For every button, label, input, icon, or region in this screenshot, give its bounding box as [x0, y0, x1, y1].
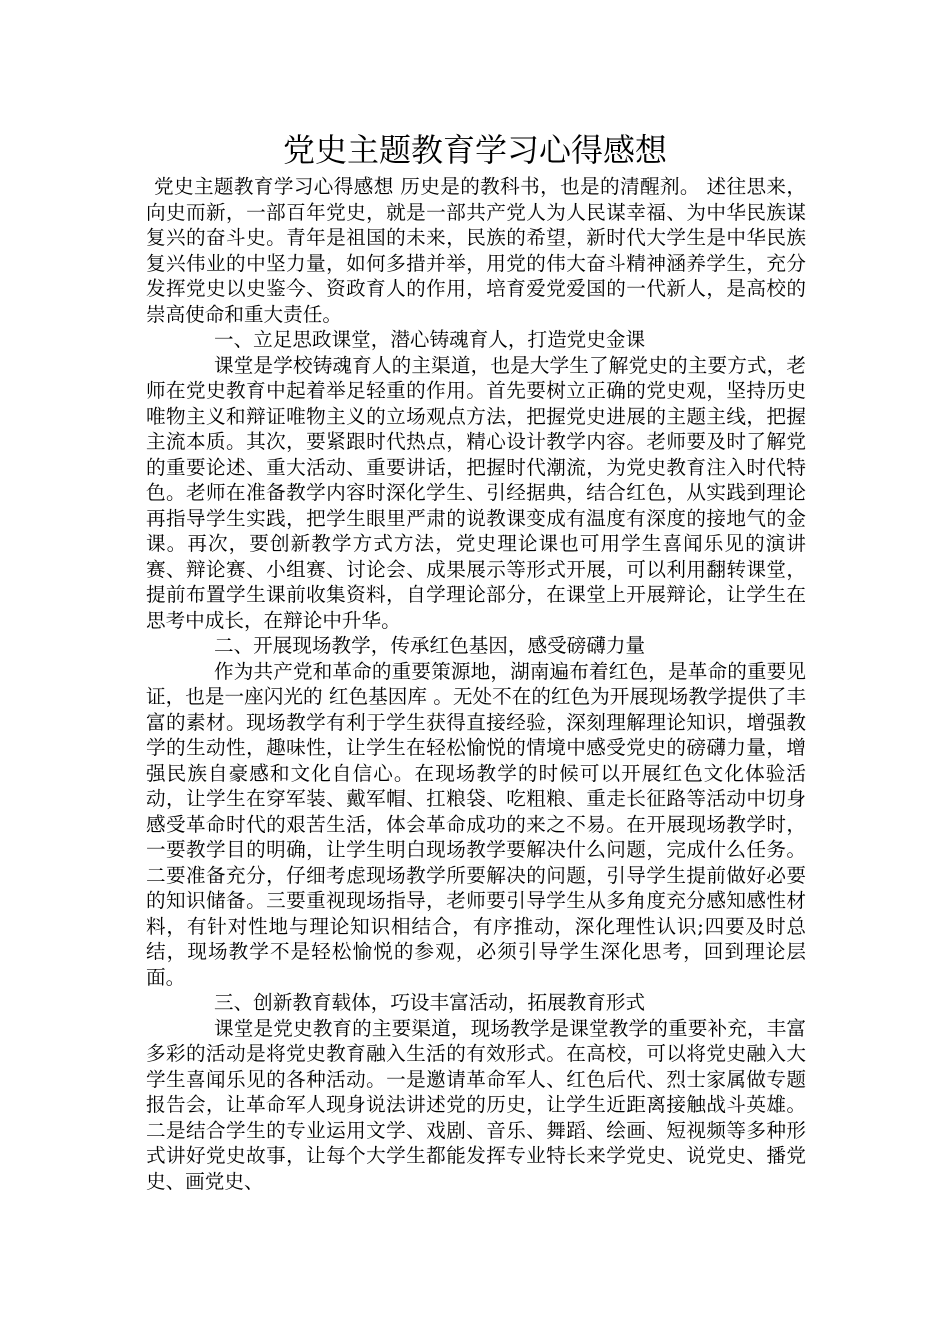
document-body	[146, 174, 806, 1194]
section-heading-1: 一、立足思政课堂，潜心铸魂育人，打造党史金课	[214, 328, 646, 351]
section-paragraph-3: 课堂是党史教育的主要渠道，现场教学是课堂教学的重要补充，丰富多彩的活动是将党史教育融入生活的有效形式。在高校，可以将党史融入大学生喜闻乐见的各种活动。一是邀请革命军人、红色后代、烈士家属做专题报告会，让革命军人现身说法讲述党的历史，让学生近距离接触战斗英雄。二是结合学生的专业运用文学、戏剧、音乐、舞蹈、绘画、短视频等多种形式讲好党史故事，让每个大学生都能发挥专业特长来学党史、说党史、播党史、画党史、	[146, 1016, 806, 1193]
section-heading-3: 三、创新教育载体，巧设丰富活动，拓展教育形式	[214, 991, 646, 1014]
section-paragraph-1: 课堂是学校铸魂育人的主渠道，也是大学生了解党史的主要方式，老师在党史教育中起着举足轻重的作用。首先要树立正确的党史观，坚持历史唯物主义和辩证唯物主义的立场观点方法，把握党史进展的主题主线，把握主流本质。其次，要紧跟时代热点，精心设计教学内容。老师要及时了解党的重要论述、重大活动、重要讲话，把握时代潮流，为党史教育注入时代特色。老师在准备教学内容时深化学生、引经据典，结合红色，从实践到理论再指导学生实践，把学生眼里严肃的说教课变成有温度有深度的接地气的金课。再次，要创新教学方式方法，党史理论课也可用学生喜闻乐见的演讲赛、辩论赛、小组赛、讨论会、成果展示等形式开展，可以利用翻转课堂，提前布置学生课前收集资料，自学理论部分，在课堂上开展辩论，让学生在思考中成长，在辩论中升华。	[146, 353, 806, 632]
section-paragraph-2: 作为共产党和革命的重要策源地，湖南遍布着红色，是革命的重要见证，也是一座闪光的 红色基因库 。无处不在的红色为开展现场教学提供了丰富的素材。现场教学有利于学生获得直接经验，深刻理解理论知识，增强教学的生动性，趣味性，让学生在轻松愉悦的情境中感受党史的磅礴力量，增强民族自豪感和文化自信心。在现场教学的时候可以开展红色文化体验活动，让学生在穿军装、戴军帽、扛粮袋、吃粗粮、重走长征路等活动中切身感受革命时代的艰苦生活，体会革命成功的来之不易。在开展现场教学时，一要教学目的明确，让学生明白现场教学要解决什么问题，完成什么任务。二要准备充分，仔细考虑现场教学所要解决的问题，引导学生提前做好必要的知识储备。三要重视现场指导，老师要引导学生从多角度充分感知感性材料，有针对性地与理论知识相结合，有序推动，深化理性认识;四要及时总结，现场教学不是轻松愉悦的参观，必须引导学生深化思考，回到理论层面。	[146, 659, 806, 989]
document-title: 党史主题教育学习心得感想	[282, 131, 667, 169]
intro-paragraph: 党史主题教育学习心得感想 历史是的教科书，也是的清醒剂。 述往思来，向史而新，一部百年党史，就是一部共产党人为人民谋幸福、为中华民族谋复兴的奋斗史。青年是祖国的未来，民族的希望，新时代大学生是中华民族复兴伟业的中坚力量，如何多措并举，用党的伟大奋斗精神涵养学生，充分发挥党史以史鉴今、资政育人的作用，培育爱党爱国的一代新人，是高校的崇高使命和重大责任。	[146, 175, 806, 326]
section-heading-2: 二、开展现场教学，传承红色基因，感受磅礴力量	[214, 634, 646, 657]
